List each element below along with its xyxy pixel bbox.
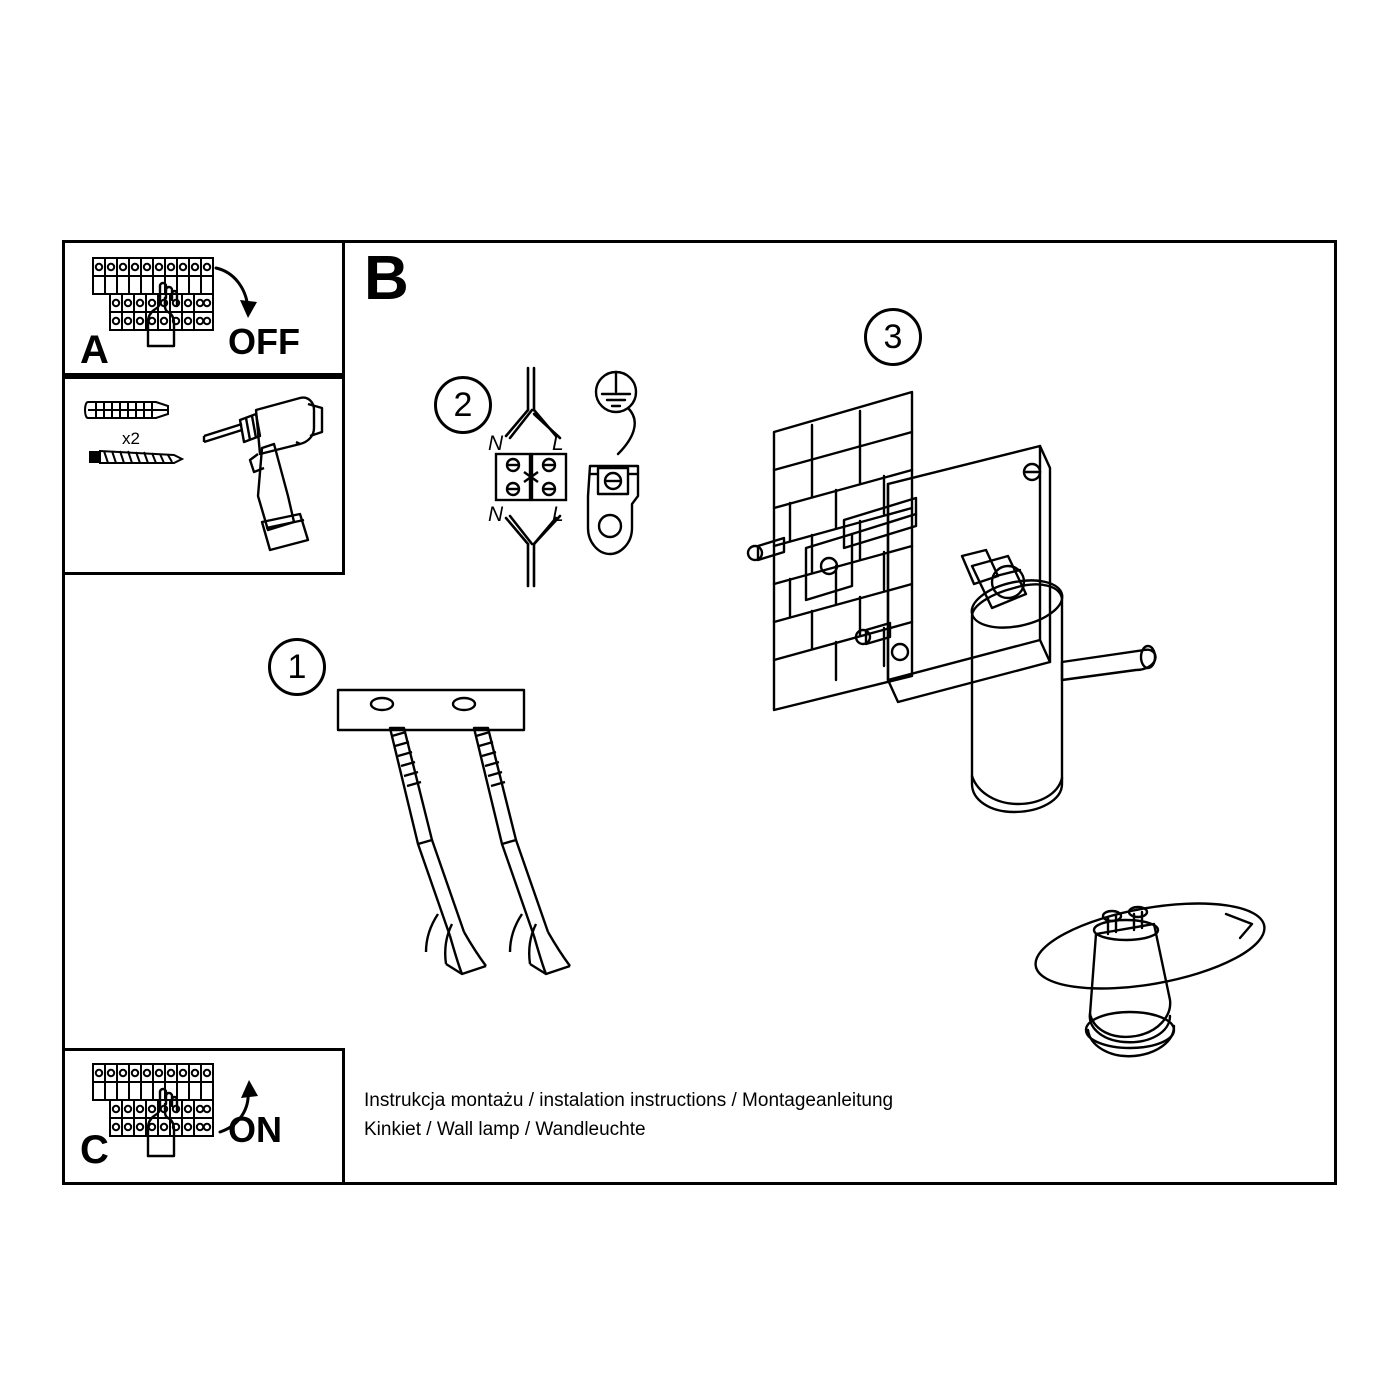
caption-block <box>364 1086 893 1145</box>
wall-spot-lamp-icon <box>740 380 1220 940</box>
caption-line-1: Instrukcja montażu / instalation instructions / Montageanleitung <box>364 1090 894 1111</box>
step-1-badge <box>268 638 326 696</box>
terminal-label-l-bottom: L <box>552 503 564 526</box>
terminal-label-l-top: L <box>552 432 564 455</box>
caption-line-2: Kinkiet / Wall lamp / Wandleuchte <box>364 1119 646 1141</box>
panel-c-letter: C <box>80 1128 109 1172</box>
step-2-number: 2 <box>453 386 473 424</box>
panel-a-action-label: OFF <box>228 321 300 362</box>
breaker-panel-icon <box>88 250 298 350</box>
screw-icon <box>82 440 192 474</box>
step-3-badge <box>864 308 922 366</box>
panel-a-letter: A <box>80 328 109 372</box>
terminal-label-n-bottom: N <box>488 503 504 526</box>
earth-ground-symbol-icon <box>576 368 666 568</box>
step-1-number: 1 <box>287 648 307 686</box>
panel-b-letter: B <box>364 244 409 313</box>
panel-c-action-label: ON <box>228 1109 282 1150</box>
terminal-label-n-top: N <box>488 432 504 455</box>
step-3-number: 3 <box>883 318 903 356</box>
gu10-bulb-icon <box>1030 890 1290 1090</box>
tools-quantity-label: x2 <box>122 429 140 448</box>
breaker-panel-icon <box>88 1056 298 1166</box>
ceiling-plate-with-screws-icon <box>334 674 634 994</box>
power-drill-icon <box>196 392 336 552</box>
wall-plug-icon <box>82 392 182 426</box>
